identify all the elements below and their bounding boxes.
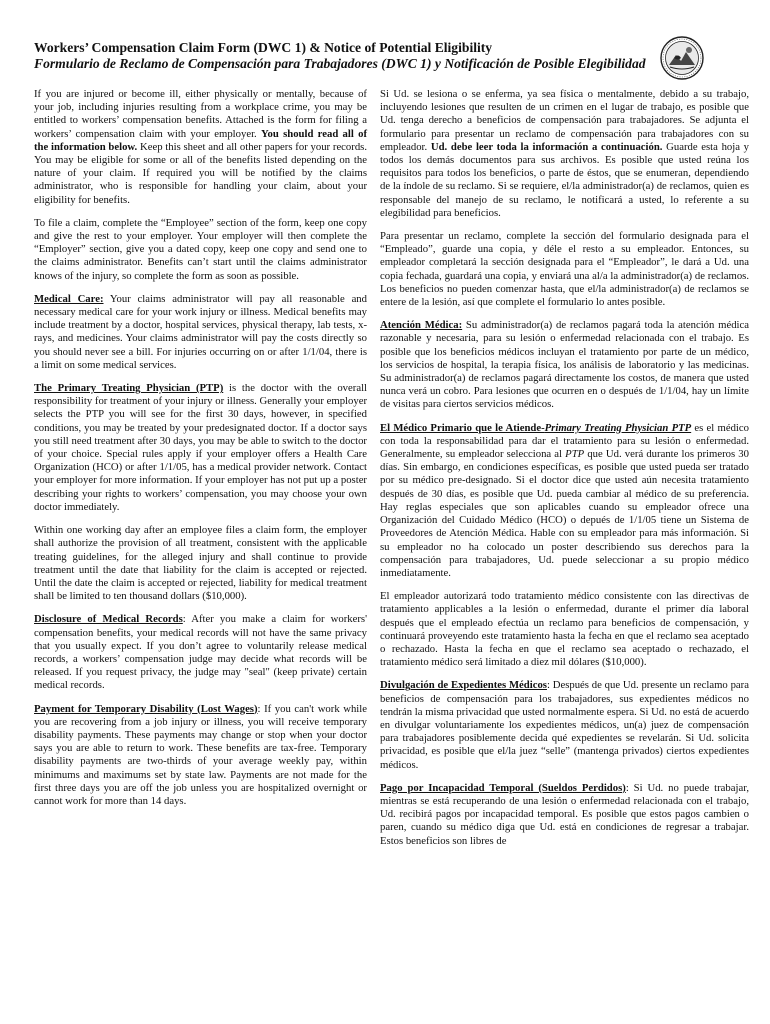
authorization-paragraph: Within one working day after an employee files a claim form, the employer shall authorize the provision of all treatment, consistent with the applicable treating guidelines, for the alleged injury and shall continue to provide treatment until the date that liability for the claim is accepted or rejected. Until the date the claim is accepted or rejected, liability for medical treatment shall be limited to ten thousand dollars ($10,000). [34, 524, 367, 603]
medical-care-paragraph-es [380, 319, 749, 411]
ptp-heading: The Primary Treating Physician (PTP) [34, 382, 224, 395]
state-seal-icon [660, 36, 704, 80]
ptp-paragraph-es [380, 422, 749, 580]
medical-records-text-es: : Después de que Ud. presente un reclamo para beneficios de compensación para los trabajadores, sus expedientes médicos no tendrán la misma privacidad que usted normalmente espera. Si Ud. no está de acuerdo en divulgar voluntariamente los expedientes médicos, un(a) juez de compensación para trabajadores posiblemente decida qué expedientes se revelarán. Si Ud. solicita privacidad, es posible que el/la juez “selle” (mantenga privados) ciertos expedientes médicos. [380, 679, 749, 771]
form-subtitle: Formulario de Reclamo de Compensación para Trabajadores (DWC 1) y Notificación de Posible Elegibilidad [34, 56, 646, 71]
intro-text-rest-es: Guarde esta hoja y todos los demás documentos para sus archivos. Es posible que usted reúna los requisitos para todos los beneficios, o parte de éstos, que se enumeran, dependiendo de la índole de su reclamo. Si se requiere, el/la administrador(a) de reclamos, quien es responsable del manejo de su reclamo, le notificará a usted, lo referente a su elegibilidad para beneficios. [380, 140, 749, 219]
filing-paragraph: To file a claim, complete the “Employee” section of the form, keep one copy and give the rest to your employer. Your employer will then complete the “Employer” section, give you a dated copy, keep one copy and send one to the claims administrator. Benefits can’t start until the claims administrator knows of the injury, so complete the form as soon as possible. [34, 216, 367, 282]
intro-paragraph [34, 88, 367, 207]
medical-records-heading: Disclosure of Medical Records [34, 613, 183, 626]
ptp-text: is the doctor with the overall responsibility for treatment of your injury or illness. Generally your employer selects the PTP you will see for the first 30 days, however, in specified conditions, you may be treated by your predesignated doctor. If a doctor says you still need treatment after 30 days, you may be able to switch to the doctor of your choice. Special rules apply if your employer offers a Health Care Organization (HCO) or after 1/1/05, has a medical provider network. Contact your employer for more information. If your employer has not put up a poster describing your rights to workers’ compensation, you may choose your own doctor immediately. [34, 382, 368, 513]
ptp-abbr-es: PTP [565, 448, 585, 461]
ptp-text-rest-es: que Ud. verá durante los primeros 30 días. Sin embargo, en condiciones específicas, es posible que usted pueda ser tratado por su médico pre-designado. Si el doctor dice que usted aún necesita tratamiento después de 30 días, es posible que Ud. pueda cambiar al médico de su preferencia. Hay reglas especiales que son aplicables cuando su empleador ofrece una Organización del Cuidado Médico (HCO) o depués de 1/1/05 tiene un Sistema de Proveedores de Atención Médica. Hable con su empleador para más información. Si su empleador no ha colocado un poster describiendo sus derechos para la compensación para trabajadores, Ud. puede seleccionar a su propio médico inmediatamente. [380, 448, 749, 579]
form-header [34, 40, 674, 72]
english-column [34, 88, 367, 818]
ptp-text-es: es el médico con toda la responsabilidad para dar el tratamiento para su lesión o enfermedad. Generalmente, su empleador selecciona al [380, 421, 749, 461]
ptp-paragraph [34, 382, 367, 514]
intro-text-es: Si Ud. se lesiona o se enferma, ya sea física o mentalmente, debido a su trabajo, incluyendo lesiones que resulten de un crimen en el lugar de trabajo, es posible que Ud. tenga derecho a beneficios de compensación para trabajadores. Se adjunta el formulario para presentar un reclamo de compensación para trabajadores con su empleador. [380, 88, 749, 153]
medical-records-text: : After you make a claim for workers' compensation benefits, your medical records will not have the same privacy that you usually expect. If you don’t agree to voluntarily release medical records, a workers’ compensation judge may decide what records will be released. If you request privacy, the judge may "seal" (keep private) certain medical records. [34, 613, 367, 692]
intro-text-rest: Keep this sheet and all other papers for your records. You may be eligible for some or all of the benefits listed depending on the nature of your claim. If required you will be notified by the claims administrator, who is responsible for handling your claim, about your eligibility for benefits. [34, 140, 368, 206]
medical-care-heading-es: Atención Médica: [380, 319, 463, 332]
intro-paragraph-es [380, 88, 749, 220]
medical-records-paragraph-es [380, 679, 749, 771]
intro-emphasis: You should read all of the information below. [34, 127, 368, 153]
medical-care-text: Your claims administrator will pay all reasonable and necessary medical care for your work injury or illness. Medical benefits may include treatment by a doctor, hospital services, physical therapy, lab tests, x-rays, and medicines. Your claims administrator will pay the costs directly so you should never see a bill. For injuries occurring on or after 1/1/04, there is a limit on some medical services. [34, 292, 367, 371]
intro-text: If you are injured or become ill, either physically or mentally, because of your job, including injuries resulting from a workplace crime, you may be entitled to workers’ compensation benefits. Attached is the form for filing a workers’ compensation claim with your employer. [34, 88, 367, 140]
temporary-disability-paragraph [34, 703, 367, 809]
temporary-disability-paragraph-es [380, 782, 749, 848]
temporary-disability-heading-es: Pago por Incapacidad Temporal (Sueldos Perdidos) [380, 781, 626, 794]
filing-paragraph-es: Para presentar un reclamo, complete la sección del formulario designada para el “Empleado”, guarde una copia, y déle el resto a su empleador. Entonces, su empleador completará la sección designada para el “Empleador”, le dará a Ud. una copia fechada, guardará una copia, y enviará una al/a la administrador(a) de reclamos. Los beneficios no pueden comenzar hasta, que el/la administrador(a) de reclamos se entere de la lesión, así que complete el formulario lo antes posible. [380, 230, 749, 309]
temporary-disability-text: : If you can't work while you are recovering from a job injury or illness, you will receive temporary disability payments. These payments may change or stop when your doctor says you are able to return to work. These benefits are tax-free. Temporary disability payments are two-thirds of your average weekly pay, within minimums and maximums set by state law. Payments are not made for the first three days you are off the job unless you are hospitalized overnight or cannot work for more than 14 days. [34, 702, 367, 807]
authorization-paragraph-es: El empleador autorizará todo tratamiento médico consistente con las directivas de tratamiento applicables a la lesión o enfermedad, durante el primer día laboral después que el empleado efectúa un reclamo para beneficios de compensación, y continuará proveyendo este tratamiento hasta la fecha en que el reclamo sea aceptado o rechazado. Hasta la fecha en que el reclamo sea aceptado o rechazado, el tratamiento médico será limitado a diez mil dólares ($10,000). [380, 590, 749, 669]
medical-records-heading-es: Divulgación de Expedientes Médicos [380, 679, 547, 692]
form-title: Workers’ Compensation Claim Form (DWC 1) & Notice of Potential Eligibility [34, 40, 493, 55]
ptp-heading-italic-es: Primary Treating Physician PTP [544, 421, 692, 434]
ptp-heading-es: El Médico Primario que le Atiende- [380, 421, 545, 434]
medical-care-heading: Medical Care: [34, 292, 104, 305]
medical-care-text-es: Su administrador(a) de reclamos pagará toda la atención médica razonable y necesaria, para su lesión o enfermedad relacionada con el trabajo. Es posible que los beneficios médicos incluyan el tratamiento por parte de un médico, los servicios de hospital, la terapia física, los análisis de laboratorio y las medicinas. Su administrador(a) de reclamos pagará directamente los costos, de manera que usted nunca verá un cobro. Para lesiones que ocurren en o después de 1/1/04, hay un límite de visitas para ciertos servicios médicos. [380, 319, 749, 411]
temporary-disability-text-es: : Si Ud. no puede trabajar, mientras se está recuperando de una lesión o enfermedad relacionada con el trabajo, Ud. recibirá pagos por incapacidad temporal. Es posible que estos pagos cambien o paren, cuando su médico diga que Ud. está en condiciones de regresar a trabajar. Estos beneficios son libres de [380, 781, 750, 847]
medical-records-paragraph [34, 613, 367, 692]
medical-care-paragraph [34, 293, 367, 372]
temporary-disability-heading: Payment for Temporary Disability (Lost Wages) [34, 702, 258, 715]
intro-emphasis-es: Ud. debe leer toda la información a continuación. [430, 140, 663, 153]
spanish-column [380, 88, 749, 858]
